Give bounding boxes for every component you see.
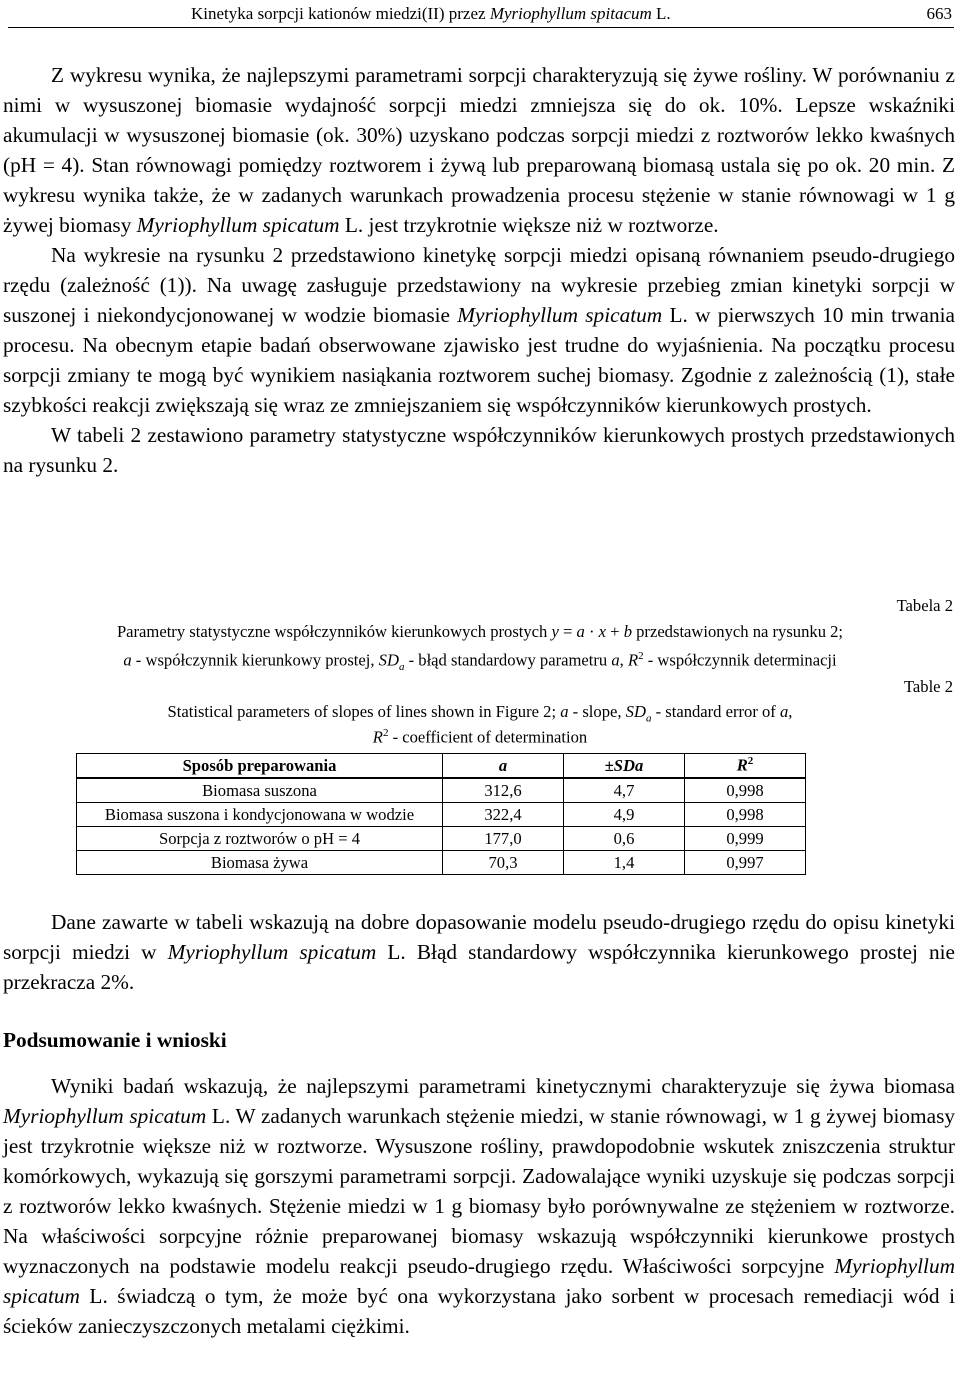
table-caption-pl-line-1: Parametry statystyczne współczynników kierunkowych prostych y = a · x + b przedstawionych na rysunku 2; — [116, 622, 844, 641]
table-caption-en-line-1: Statistical parameters of slopes of lines shown in Figure 2; a - slope, $SD_a$ - standard error of a, — [167, 702, 793, 725]
cell-a: 177,0 — [443, 827, 564, 851]
body-text-top — [3, 60, 955, 480]
table-caption-pl-line-2: a - współczynnik kierunkowy prostej, $SD_a$ - błąd standardowy parametru a, $R^2$ - współczynnik determinacji — [123, 650, 837, 673]
table-row — [77, 827, 806, 851]
paragraph-4: Dane zawarte w tabeli wskazują na dobre dopasowanie modelu pseudo-drugiego rzędu do opisu kinetyki sorpcji miedzi w Myriophyllum spicatum L. Błąd standardowy współczynnika kierunkowego prostej nie przekracza 2%. — [3, 910, 955, 994]
table-row — [77, 851, 806, 875]
statistics-table — [76, 753, 806, 875]
cell-method: Biomasa suszona — [77, 778, 443, 803]
header-title: Kinetyka sorpcji kationów miedzi(II) przez Myriophyllum spitacum L. — [191, 4, 671, 23]
cell-r2: 0,998 — [685, 778, 806, 803]
cell-sda: 4,9 — [564, 803, 685, 827]
header-method: Sposób preparowania — [77, 754, 443, 779]
cell-sda: 0,6 — [564, 827, 685, 851]
section-heading: Podsumowanie i wnioski — [3, 1028, 227, 1052]
header-r2: $R^2$ — [685, 754, 806, 779]
paragraph-1: Z wykresu wynika, że najlepszymi parametrami sorpcji charakteryzują się żywe rośliny. W porównaniu z nimi w wysuszonej biomasie wydajność sorpcji miedzi zmniejsza się do ok. 10%. Lepsze wskaźniki akumulacji w wysuszonej biomasie (ok. 30%) uzyskano podczas sorpcji miedzi z roztworów lekko kwaśnych (pH = 4). Stan równowagi pomiędzy roztworem i żywą lub preparowaną biomasą ustala się po ok. 20 min. Z wykresu wynika także, że w zadanych warunkach prowadzenia procesu stężenie w stanie równowagi w 1 g żywej biomasy Myriophyllum spicatum L. jest trzykrotnie większe niż w roztworze. — [3, 63, 955, 237]
cell-r2: 0,998 — [685, 803, 806, 827]
body-text-summary — [3, 1071, 955, 1341]
running-header — [8, 0, 954, 28]
cell-r2: 0,999 — [685, 827, 806, 851]
table-label-en: Table 2 — [903, 677, 953, 696]
cell-r2: 0,997 — [685, 851, 806, 875]
cell-method: Biomasa suszona i kondycjonowana w wodzie — [77, 803, 443, 827]
paragraph-2: Na wykresie na rysunku 2 przedstawiono kinetykę sorpcji miedzi opisaną równaniem pseudo-drugiego rzędu (zależność (1)). Na uwagę zasługuje przedstawiony na wykresie przebieg zmian kinetyki sorpcji w suszonej i niekondycjonowanej w wodzie biomasie Myriophyllum spicatum L. w pierwszych 10 min trwania procesu. Na obecnym etapie badań obserwowane zjawisko jest trudne do wyjaśnienia. Na początku procesu sorpcji zmiany te mogą być wynikiem nasiąkania roztworem suchej biomasy. Zgodnie z zależnością (1), stałe szybkości reakcji zwiększają się wraz ze zmniejszaniem się współczynników kierunkowych prostych. — [3, 243, 955, 417]
header-sda: ±SDa — [564, 754, 685, 779]
page-number: 663 — [926, 4, 952, 23]
table-row — [77, 803, 806, 827]
cell-a: 70,3 — [443, 851, 564, 875]
table-row — [77, 778, 806, 803]
table-header-row — [77, 754, 806, 779]
header-a: a — [443, 754, 564, 779]
summary-paragraph: Wyniki badań wskazują, że najlepszymi parametrami kinetycznymi charakteryzuje się żywa biomasa Myriophyllum spicatum L. W zadanych warunkach stężenie miedzi, w stanie równowagi, w 1 g żywej biomasy jest trzykrotnie większe niż w roztworze. Wysuszone rośliny, prawdopodobnie wskutek zniszczenia struktur komórkowych, wykazują się gorszymi parametrami sorpcji. Zadowalające wyniki uzyskuje się podczas sorpcji z roztworów lekko kwaśnych. Stężenie miedzi w 1 g biomasy było porównywalne ze stężeniem w roztworze. Na właściwości sorpcyjne różnie preparowanej biomasy wskazują współczynniki kierunkowe prostych wyznaczonych na podstawie modelu reakcji pseudo-drugiego rzędu. Właściwości sorpcyjne Myriophyllum spicatum L. świadczą o tym, że może być ona wykorzystana jako sorbent w procesach remediacji wód i ścieków zanieczyszczonych metalami ciężkimi. — [3, 1074, 956, 1338]
cell-method: Sorpcja z roztworów o pH = 4 — [77, 827, 443, 851]
paragraph-3: W tabeli 2 zestawiono parametry statystyczne współczynników kierunkowych prostych przedstawionych na rysunku 2. — [3, 423, 955, 477]
table-caption-en-line-2: $R^2$ - coefficient of determination — [372, 727, 588, 747]
body-text-middle — [3, 907, 955, 997]
cell-sda: 4,7 — [564, 778, 685, 803]
table-label-pl: Tabela 2 — [896, 596, 953, 615]
cell-sda: 1,4 — [564, 851, 685, 875]
cell-a: 312,6 — [443, 778, 564, 803]
cell-a: 322,4 — [443, 803, 564, 827]
cell-method: Biomasa żywa — [77, 851, 443, 875]
